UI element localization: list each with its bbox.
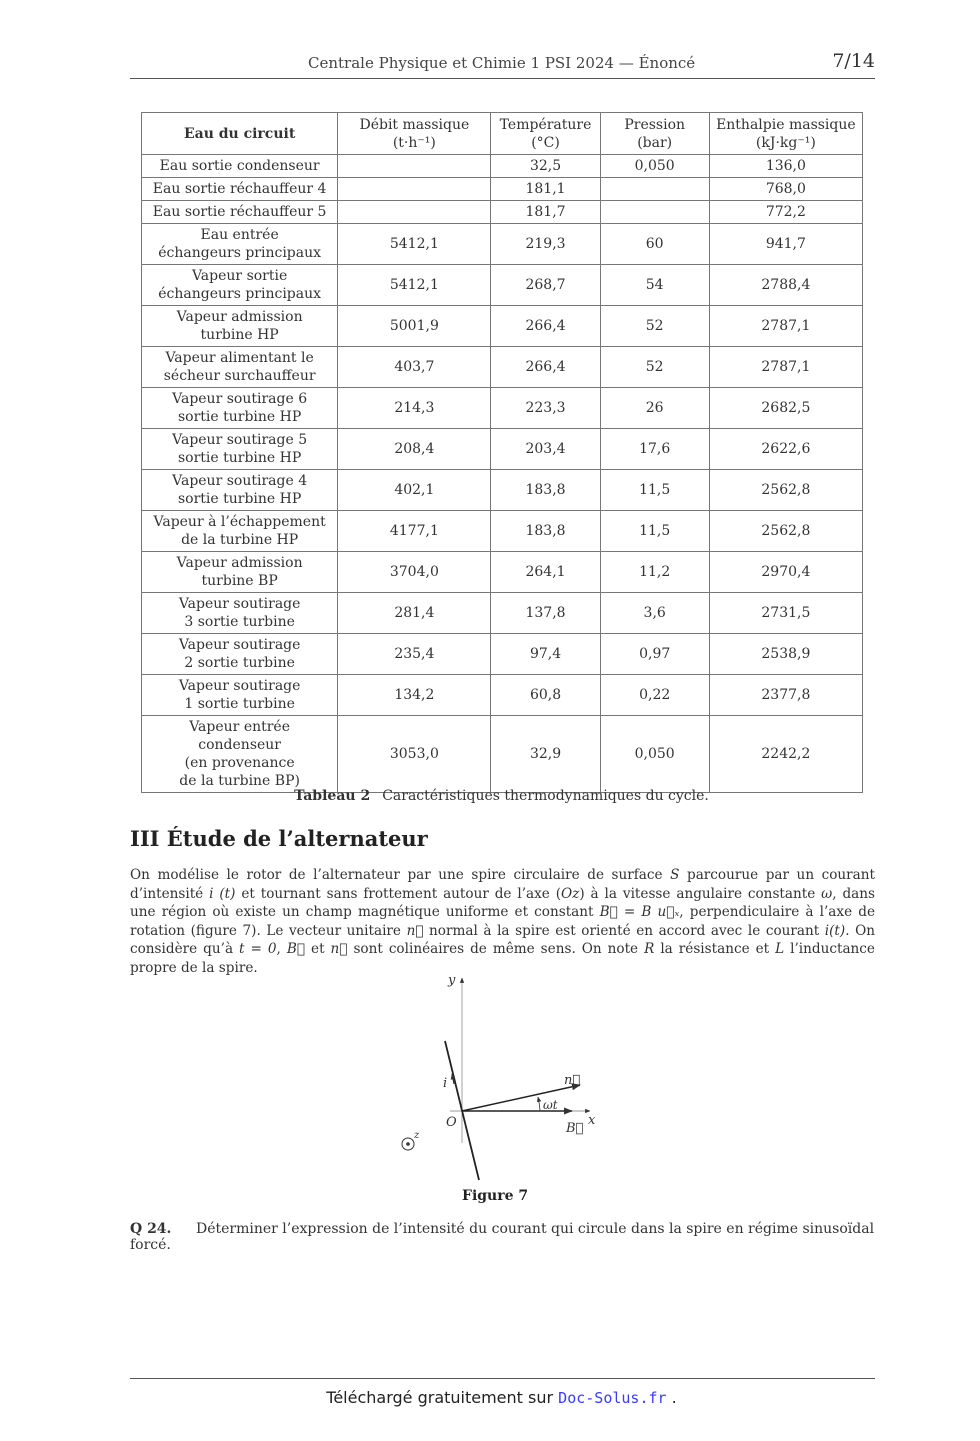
table-cell: 772,2 xyxy=(709,201,862,224)
table-cell: 2682,5 xyxy=(709,388,862,429)
table-cell: 136,0 xyxy=(709,155,862,178)
table-caption xyxy=(0,788,980,804)
table-row xyxy=(142,634,863,675)
row-label-cell: Vapeur alimentant le sécheur surchauffeur xyxy=(142,347,338,388)
row-label-cell: Vapeur sortie échangeurs principaux xyxy=(142,265,338,306)
label-z: z xyxy=(414,1130,420,1141)
section-title: III Étude de l’alternateur xyxy=(130,826,428,851)
question-label: Q 24. xyxy=(130,1221,172,1237)
table-cell: 3,6 xyxy=(600,593,709,634)
figure-caption: Figure 7 xyxy=(462,1188,529,1204)
table-cell: 181,1 xyxy=(491,178,600,201)
table-cell: 2242,2 xyxy=(709,716,862,793)
table-cell: 264,1 xyxy=(491,552,600,593)
table-cell: 0,050 xyxy=(600,155,709,178)
label-n: n⃗ xyxy=(564,1073,581,1088)
table-cell: 2787,1 xyxy=(709,306,862,347)
thermo-table xyxy=(141,112,863,793)
footer-suffix: . xyxy=(666,1388,677,1407)
question-text: Déterminer l’expression de l’intensité du courant qui circule dans la spire en régime sinusoïdal forcé. xyxy=(130,1221,875,1253)
table-cell: 5001,9 xyxy=(338,306,491,347)
table-cell xyxy=(600,201,709,224)
table-cell: 60,8 xyxy=(491,675,600,716)
table-cell: 3053,0 xyxy=(338,716,491,793)
question-24 xyxy=(130,1221,875,1253)
table-cell xyxy=(338,201,491,224)
table-cell: 97,4 xyxy=(491,634,600,675)
row-label-cell: Eau sortie condenseur xyxy=(142,155,338,178)
table-cell: 11,2 xyxy=(600,552,709,593)
label-B: B⃗ xyxy=(566,1121,584,1136)
page-number: 7/14 xyxy=(832,50,875,72)
table-cell: 137,8 xyxy=(491,593,600,634)
row-label-cell: Vapeur soutirage 4 sortie turbine HP xyxy=(142,470,338,511)
row-label-cell: Vapeur admission turbine HP xyxy=(142,306,338,347)
table-row xyxy=(142,675,863,716)
table-row xyxy=(142,593,863,634)
label-x: x xyxy=(588,1113,596,1128)
table-cell: 2788,4 xyxy=(709,265,862,306)
table-cell: 3704,0 xyxy=(338,552,491,593)
table-caption-label: Tableau 2 xyxy=(294,788,371,804)
table-cell: 266,4 xyxy=(491,347,600,388)
table-header-cell: Enthalpie massique (kJ·kg⁻¹) xyxy=(709,113,862,155)
table-cell: 268,7 xyxy=(491,265,600,306)
angle-arc xyxy=(538,1097,540,1111)
table-row xyxy=(142,470,863,511)
table-cell xyxy=(338,155,491,178)
row-label-cell: Vapeur soutirage 3 sortie turbine xyxy=(142,593,338,634)
table-cell: 11,5 xyxy=(600,470,709,511)
row-label-cell: Vapeur soutirage 6 sortie turbine HP xyxy=(142,388,338,429)
table-cell: 219,3 xyxy=(491,224,600,265)
table-cell: 181,7 xyxy=(491,201,600,224)
table-header-cell: Pression (bar) xyxy=(600,113,709,155)
table-cell xyxy=(600,178,709,201)
table-cell: 2970,4 xyxy=(709,552,862,593)
table-row xyxy=(142,511,863,552)
row-label-cell: Vapeur entrée condenseur (en provenance de la turbine BP) xyxy=(142,716,338,793)
table-cell: 2562,8 xyxy=(709,511,862,552)
footer-link[interactable]: Doc-Solus.fr xyxy=(558,1389,667,1407)
label-y: y xyxy=(448,973,456,988)
table-cell: 235,4 xyxy=(338,634,491,675)
table-cell: 2787,1 xyxy=(709,347,862,388)
table-cell: 60 xyxy=(600,224,709,265)
row-label-cell: Eau entrée échangeurs principaux xyxy=(142,224,338,265)
table-row xyxy=(142,306,863,347)
table-row xyxy=(142,347,863,388)
table-cell: 134,2 xyxy=(338,675,491,716)
table-cell: 32,5 xyxy=(491,155,600,178)
table-row xyxy=(142,201,863,224)
row-label-cell: Vapeur soutirage 1 sortie turbine xyxy=(142,675,338,716)
table-cell: 52 xyxy=(600,306,709,347)
row-label-cell: Vapeur à l’échappement de la turbine HP xyxy=(142,511,338,552)
table-cell: 0,97 xyxy=(600,634,709,675)
table-cell: 214,3 xyxy=(338,388,491,429)
row-label-cell: Vapeur soutirage 2 sortie turbine xyxy=(142,634,338,675)
table-body xyxy=(142,155,863,793)
table-cell: 2538,9 xyxy=(709,634,862,675)
table-row xyxy=(142,178,863,201)
table-header-cell: Débit massique (t·h⁻¹) xyxy=(338,113,491,155)
table-cell: 941,7 xyxy=(709,224,862,265)
table-cell: 17,6 xyxy=(600,429,709,470)
footer-rule xyxy=(130,1378,875,1379)
table-cell: 403,7 xyxy=(338,347,491,388)
label-wt: ωt xyxy=(543,1098,558,1112)
table-cell: 0,22 xyxy=(600,675,709,716)
row-label-cell: Vapeur admission turbine BP xyxy=(142,552,338,593)
table-cell: 266,4 xyxy=(491,306,600,347)
table-caption-text: Caractéristiques thermodynamiques du cycle. xyxy=(382,788,709,804)
row-label-cell: Eau sortie réchauffeur 5 xyxy=(142,201,338,224)
table-header-cell: Température (°C) xyxy=(491,113,600,155)
label-i: i xyxy=(443,1076,448,1091)
n-vector xyxy=(462,1085,580,1111)
page-header xyxy=(130,52,875,79)
table-cell: 2622,6 xyxy=(709,429,862,470)
table-cell: 54 xyxy=(600,265,709,306)
table-cell: 402,1 xyxy=(338,470,491,511)
table-cell: 2377,8 xyxy=(709,675,862,716)
row-label-cell: Vapeur soutirage 5 sortie turbine HP xyxy=(142,429,338,470)
header-title: Centrale Physique et Chimie 1 PSI 2024 — Énoncé xyxy=(308,54,696,72)
table-header-row xyxy=(142,113,863,155)
table-cell: 4177,1 xyxy=(338,511,491,552)
table-cell: 203,4 xyxy=(491,429,600,470)
row-label-cell: Eau sortie réchauffeur 4 xyxy=(142,178,338,201)
table-row xyxy=(142,265,863,306)
table-row xyxy=(142,388,863,429)
table-cell: 183,8 xyxy=(491,511,600,552)
table-cell: 281,4 xyxy=(338,593,491,634)
footer-prefix: Téléchargé gratuitement sur xyxy=(326,1388,559,1407)
table-row xyxy=(142,429,863,470)
table-cell: 0,050 xyxy=(600,716,709,793)
table-cell: 32,9 xyxy=(491,716,600,793)
table-cell: 183,8 xyxy=(491,470,600,511)
table-cell: 768,0 xyxy=(709,178,862,201)
table-cell xyxy=(338,178,491,201)
table-cell: 208,4 xyxy=(338,429,491,470)
figure-7-diagram xyxy=(390,968,620,1188)
table-row xyxy=(142,716,863,793)
table-cell: 223,3 xyxy=(491,388,600,429)
table-cell: 26 xyxy=(600,388,709,429)
table-row xyxy=(142,552,863,593)
label-O: O xyxy=(446,1115,457,1130)
table-cell: 11,5 xyxy=(600,511,709,552)
table-header-cell: Eau du circuit xyxy=(142,113,338,155)
table-row xyxy=(142,224,863,265)
table-cell: 2731,5 xyxy=(709,593,862,634)
table-cell: 52 xyxy=(600,347,709,388)
intro-paragraph: On modélise le rotor de l’alternateur par une spire circulaire de surface S parcourue par un courant d’intensité i (t) et tournant sans frottement autour de l’axe (Oz) à la vitesse angulaire constante ω, dans une région où existe un champ magnétique uniforme et constant B⃗ = B u⃗ₓ, perpendiculaire à l’axe de rotation (figure 7). Le vecteur unitaire n⃗ normal à la spire est orienté en accord avec le courant i(t). On considère qu’à t = 0, B⃗ et n⃗ sont colinéaires de même sens. On note R la résistance et L l’inductance propre de la spire. xyxy=(130,867,876,976)
page-footer xyxy=(0,1388,980,1407)
table-cell: 2562,8 xyxy=(709,470,862,511)
table-row xyxy=(142,155,863,178)
table-cell: 5412,1 xyxy=(338,224,491,265)
table-cell: 5412,1 xyxy=(338,265,491,306)
